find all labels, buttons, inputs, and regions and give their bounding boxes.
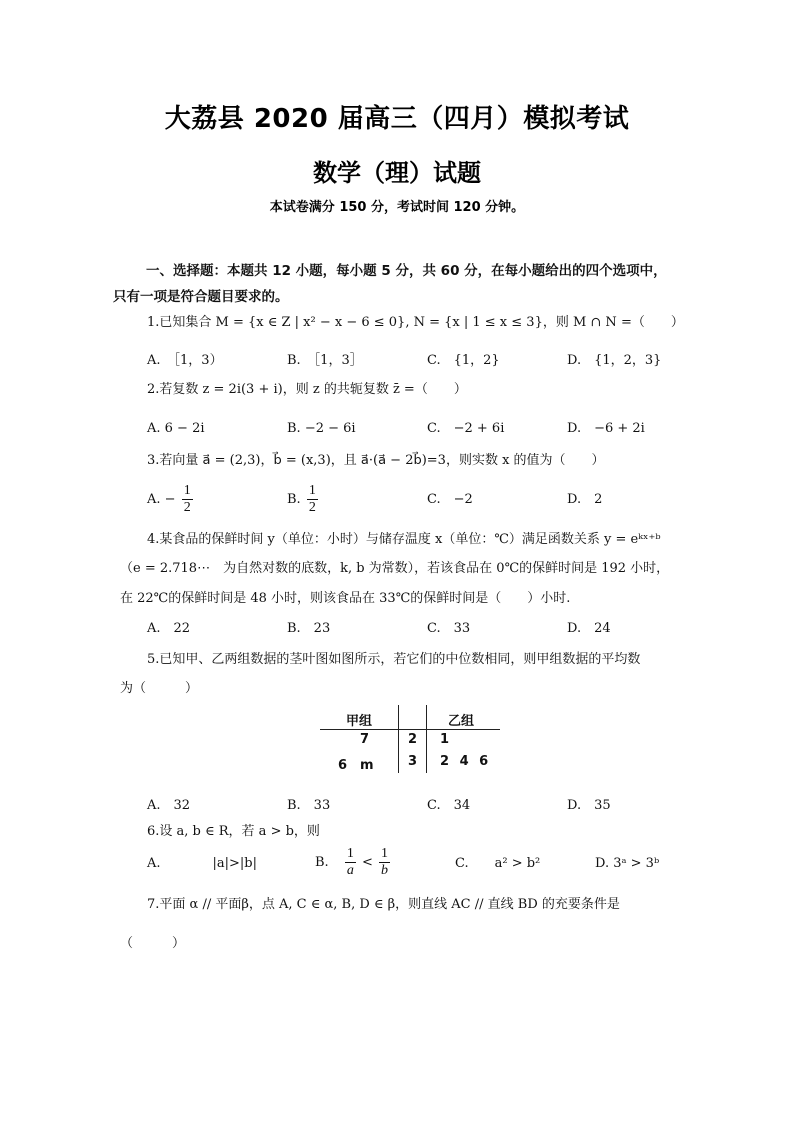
stem-leaf-row2-stem: 3 [408, 754, 418, 769]
q6-b-lhs-fraction [345, 846, 356, 879]
exam-title: 大荔县 2020 届高三（四月）模拟考试 [164, 104, 630, 134]
q4-option-d: D. 24 [567, 621, 611, 636]
q4-option-b: B. 23 [287, 621, 331, 636]
q6-option-a: A. |a|>|b| [147, 856, 258, 871]
section-intro-line2: 只有一项是符合题目要求的。 [113, 289, 289, 305]
q6-option-b-label: B. [315, 855, 329, 870]
q1-option-b: B. ［1，3］ [287, 353, 363, 368]
q4-option-a: A. 22 [147, 621, 191, 636]
question-4-line1: 4.某食品的保鲜时间 y（单位：小时）与储存温度 x（单位：℃）满足函数关系 y = eᵏˣ⁺ᵇ [147, 532, 661, 547]
q3-option-a-fraction [182, 483, 193, 516]
question-2-stem: 2.若复数 z = 2i(3 + i)，则 z 的共轭复数 z̄ =（ ） [147, 382, 467, 397]
q3-option-d: D. 2 [567, 492, 603, 507]
q3-option-b-fraction [307, 483, 318, 516]
q5-option-c: C. 34 [427, 798, 471, 813]
q6-option-b [315, 846, 392, 879]
q3-frac-den: 2 [183, 500, 191, 515]
stem-leaf-right-header: 乙组 [448, 714, 475, 729]
stem-leaf-divider-right [426, 705, 427, 773]
q4-option-c: C. 33 [427, 621, 471, 636]
q6-b-lhs-den: a [346, 863, 354, 878]
stem-leaf-row2-left: 6 m [338, 758, 374, 773]
stem-leaf-plot [320, 705, 500, 775]
q2-option-a: A. 6 − 2i [147, 421, 205, 436]
q1-option-a: A. ［1，3） [147, 353, 223, 368]
stem-leaf-row1-left: 7 [360, 732, 370, 747]
exam-subtitle: 数学（理）试题 [313, 159, 481, 187]
section-intro-line1: 一、选择题：本题共 12 小题，每小题 5 分，共 60 分，在每小题给出的四个选项中， [146, 263, 667, 279]
question-5-line1: 5.已知甲、乙两组数据的茎叶图如图所示，若它们的中位数相同，则甲组数据的平均数 [147, 652, 641, 667]
q3-option-b [287, 483, 320, 516]
q1-option-c: C. {1，2} [427, 353, 500, 368]
question-4-line3: 在 22℃的保鲜时间是 48 小时，则该食品在 33℃的保鲜时间是（ ）小时. [120, 591, 571, 606]
q6-b-lhs-num: 1 [346, 846, 354, 861]
stem-leaf-row2-right: 2 4 6 [440, 754, 492, 769]
question-3-stem: 3.若向量 a⃗ = (2,3)，b⃗ = (x,3)，且 a⃗·(a⃗ − 2b⃗)=3，则实数 x 的值为（ ） [147, 453, 605, 468]
q5-option-b: B. 33 [287, 798, 331, 813]
q6-b-rhs-den: b [381, 863, 389, 878]
q3-option-c: C. −2 [427, 492, 473, 507]
q3-option-a [147, 483, 195, 516]
q2-option-d: D. −6 + 2i [567, 421, 645, 436]
stem-leaf-divider-left [398, 705, 399, 773]
q3-b-frac-num: 1 [308, 483, 316, 498]
q3-option-b-label: B. [287, 492, 301, 507]
question-7-line2: （ ） [120, 936, 186, 951]
q6-b-operator: < [361, 855, 373, 870]
question-1-stem: 1.已知集合 M = {x ∈ Z | x² − x − 6 ≤ 0}, N = {x | 1 ≤ x ≤ 3}，则 M ∩ N =（ ） [147, 315, 684, 330]
q3-option-a-label: A. − [147, 492, 176, 507]
q2-option-b: B. −2 − 6i [287, 421, 356, 436]
q3-frac-num: 1 [183, 483, 191, 498]
q2-option-c: C. −2 + 6i [427, 421, 505, 436]
question-6-stem: 6.设 a, b ∈ R，若 a > b，则 [147, 824, 320, 839]
q6-b-rhs-fraction [379, 846, 390, 879]
q5-option-a: A. 32 [147, 798, 191, 813]
question-4-line2: （e = 2.718⋯ 为自然对数的底数，k, b 为常数），若该食品在 0℃的保鲜时间是 192 小时， [120, 561, 670, 576]
stem-leaf-header-rule [320, 729, 500, 730]
stem-leaf-row1-stem: 2 [408, 732, 418, 747]
q6-option-c: C. a² > b² [455, 856, 541, 871]
q1-option-d: D. {1，2，3} [567, 353, 662, 368]
q6-option-d: D. 3ᵃ > 3ᵇ [595, 856, 660, 871]
question-7-line1: 7.平面 α // 平面β，点 A, C ∈ α, B, D ∈ β，则直线 AC // 直线 BD 的充要条件是 [147, 897, 620, 912]
stem-leaf-left-header: 甲组 [346, 714, 373, 729]
exam-info: 本试卷满分 150 分，考试时间 120 分钟。 [269, 200, 525, 215]
stem-leaf-row1-right: 1 [440, 732, 450, 747]
q5-option-d: D. 35 [567, 798, 611, 813]
question-5-line2: 为（ ） [120, 681, 199, 696]
q6-b-rhs-num: 1 [381, 846, 389, 861]
q3-b-frac-den: 2 [308, 500, 316, 515]
